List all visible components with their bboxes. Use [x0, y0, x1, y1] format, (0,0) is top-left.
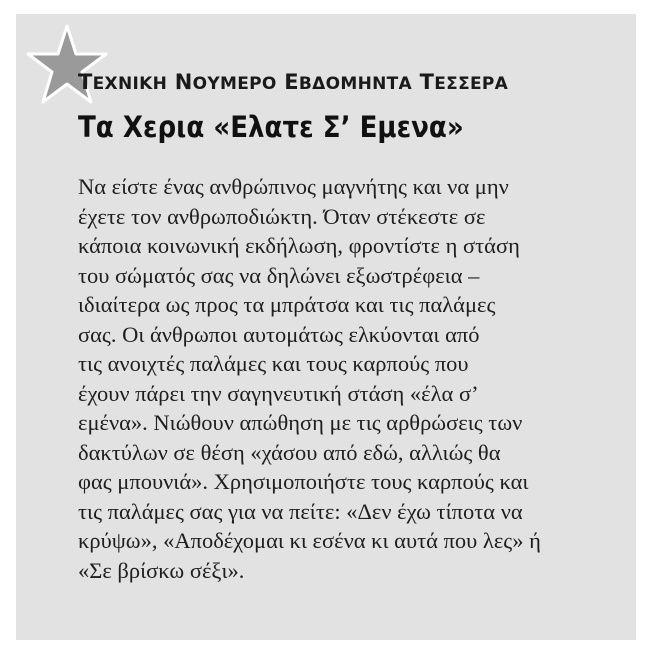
technique-title: Τα Χερια «Ελατε Σ’ Εμενα»: [78, 110, 464, 144]
body-line: του σώματός σας να δηλώνει εξωστρέφεια –: [78, 262, 480, 288]
body-text: [78, 172, 638, 585]
technique-number-heading: ΤΕΧΝΙΚΗ ΝΟΥΜΕΡΟ ΕΒΔΟΜΗΝΤΑ ΤΕΣΣΕΡΑ: [78, 70, 509, 94]
body-line: τις ανοιχτές παλάμες και τους καρπούς που: [78, 351, 469, 376]
body-line: σας. Οι άνθρωποι αυτομάτως ελκύονται από: [78, 321, 480, 347]
body-line: φας μπουνιά». Χρησιμοποιήστε τους καρπούς και: [78, 469, 529, 494]
body-line: τις παλάμες σας για να πείτε: «Δεν έχω τίποτα να: [78, 498, 523, 524]
body-line: κρύψω», «Αποδέχομαι κι εσένα κι αυτά που λες» ή: [78, 528, 541, 553]
body-line: εμένα». Νιώθουν απώθηση με τις αρθρώσεις των: [78, 410, 523, 435]
body-line: ιδιαίτερα ως προς τα μπράτσα και τις παλάμες: [78, 292, 496, 317]
body-line: δακτύλων σε θέση «χάσου από εδώ, αλλιώς θα: [78, 439, 501, 465]
body-line: «Σε βρίσκω σέξι».: [78, 557, 245, 583]
body-line: έχετε τον ανθρωποδιώκτη. Όταν στέκεστε σε: [78, 203, 486, 229]
body-line: Να είστε ένας ανθρώπινος μαγνήτης και να μην: [78, 174, 509, 199]
technique-sidebar-box: [16, 14, 636, 640]
body-line: κάποια κοινωνική εκδήλωση, φροντίστε η στάση: [78, 233, 520, 258]
body-line: έχουν πάρει την σαγηνευτική στάση «έλα σ’: [78, 380, 479, 406]
